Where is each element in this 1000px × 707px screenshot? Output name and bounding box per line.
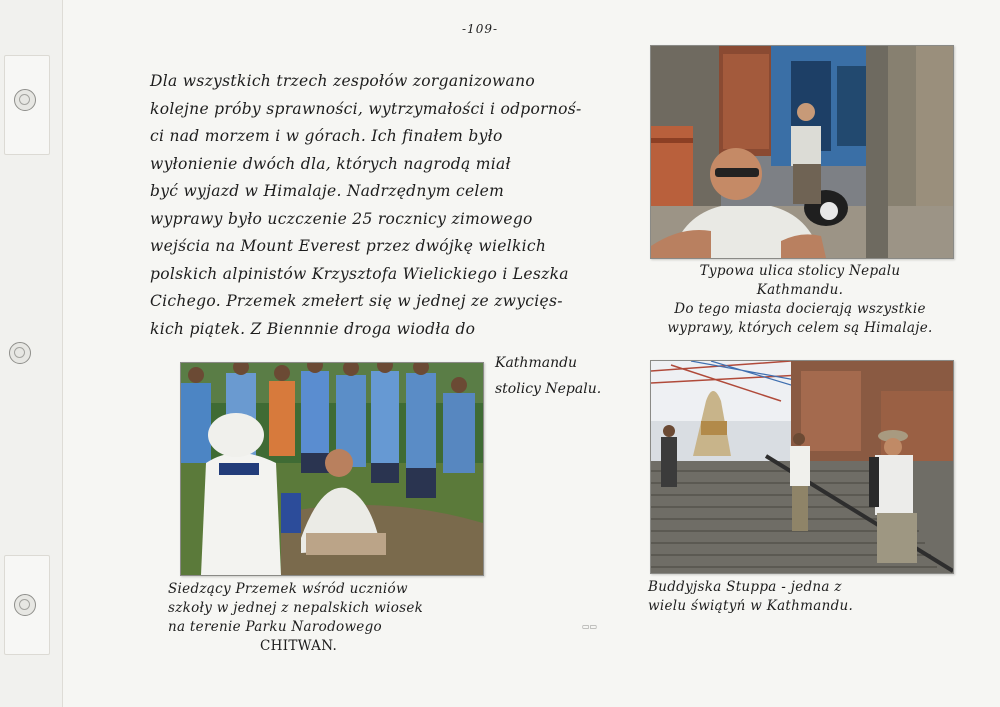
binding-strip <box>0 0 63 707</box>
stupa-photo-illustration <box>651 361 953 573</box>
caption-line: Do tego miasta docierają wszystkie <box>674 301 926 317</box>
narrative-line: ci nad morzem i w górach. Ich finałem było <box>150 127 503 145</box>
binding-tab-top <box>4 55 50 155</box>
caption-line: Siedzący Przemek wśród uczniów <box>168 581 408 597</box>
caption-line: wielu świątyń w Kathmandu. <box>648 598 854 614</box>
narrative-line: Dla wszystkich trzech zespołów zorganizowano <box>150 72 536 90</box>
punch-hole-bottom <box>14 594 36 616</box>
caption-line: wyprawy, których celem są Himalaje. <box>667 320 933 336</box>
binding-tab-bottom <box>4 555 50 655</box>
destination-line: stolicy Nepalu. <box>495 381 602 397</box>
punch-hole-top <box>14 89 36 111</box>
photo-kathmandu-street <box>650 45 954 259</box>
caption-line: szkoły w jednej z nepalskich wiosek <box>168 600 424 616</box>
caption-line: Typowa ulica stolicy Nepalu <box>699 263 901 279</box>
street-photo-illustration <box>651 46 953 258</box>
caption-line: Kathmandu. <box>756 282 844 298</box>
caption-stupa <box>648 578 968 616</box>
narrative-line: Cichego. Przemek zmełert się w jednej ze zwycięs- <box>150 292 563 310</box>
narrative-line: być wyjazd w Himalaje. Nadrzędnym celem <box>150 182 505 200</box>
caption-line: Buddyjska Stuppa - jedna z <box>648 579 842 595</box>
photo-buddhist-stupa <box>650 360 954 574</box>
narrative-line: kich piątek. Z Biennnie droga wiodła do <box>150 319 476 338</box>
narrative-line: kolejne próby sprawności, wytrzymałości i odpornoś- <box>150 99 582 118</box>
caption-line: CHITWAN. <box>260 638 338 654</box>
narrative-line: wyłonienie dwóch dla, których nagrodą miał <box>150 154 511 173</box>
narrative-line: wejścia na Mount Everest przez dwójkę wielkich <box>150 237 547 255</box>
caption-line: na terenie Parku Narodowego <box>168 619 382 635</box>
caption-school <box>168 580 498 656</box>
faint-pencil-mark: ▭▭ <box>582 622 598 631</box>
caption-street <box>630 262 970 338</box>
narrative-line: polskich alpinistów Krzysztofa Wielickiego i Leszka <box>150 264 569 283</box>
handwritten-narrative <box>150 68 640 343</box>
punch-hole-middle <box>9 342 31 364</box>
destination-note <box>495 350 601 402</box>
page-number: -109- <box>462 22 499 36</box>
narrative-line: wyprawy było uczczenie 25 rocznicy zimowego <box>150 209 533 228</box>
school-photo-illustration <box>181 363 483 575</box>
destination-line: Kathmandu <box>495 355 578 371</box>
photo-school-children <box>180 362 484 576</box>
